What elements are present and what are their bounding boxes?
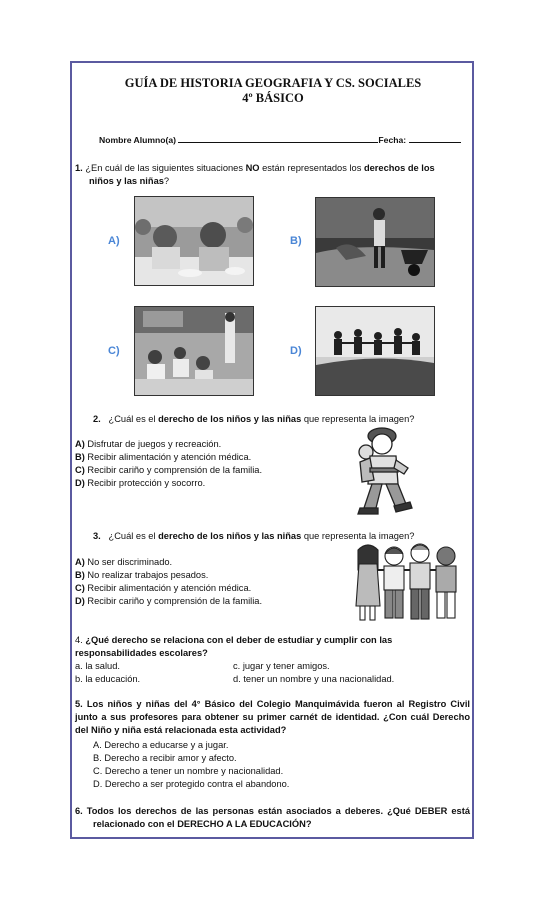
q2-answers — [75, 438, 262, 490]
q1-line1 — [75, 162, 435, 175]
page-title: GUÍA DE HISTORIA GEOGRAFIA Y CS. SOCIALES — [124, 76, 422, 90]
grade-subtitle: 4º BÁSICO — [242, 91, 304, 105]
q4-option-c[interactable]: c. jugar y tener amigos. — [233, 661, 330, 671]
q4-option-a[interactable]: a. la salud. — [75, 661, 120, 671]
q2-number: 2. — [93, 414, 101, 424]
q1-line2-end: ? — [163, 176, 170, 186]
q3-number: 3. — [93, 531, 101, 541]
photo-children-eating[interactable] — [134, 196, 254, 286]
q2-answer-c[interactable]: C) Recibir cariño y comprensión de la familia. — [75, 465, 263, 475]
q1-text-b: están representados los — [259, 163, 364, 173]
q3-text-bold: derecho de los niños y las niñas — [158, 531, 302, 541]
option-d-label[interactable]: D) — [290, 345, 302, 357]
student-name-row — [99, 133, 461, 147]
q1-text-a: ¿En cuál de las siguientes situaciones — [85, 163, 246, 173]
q3-answer-b[interactable]: B) No realizar trabajos pesados. — [75, 570, 209, 580]
q1-rights: derechos de los — [363, 163, 435, 173]
q3-text-b: que representa la imagen? — [301, 531, 415, 541]
q5-option-b[interactable]: B. Derecho a recibir amor y afecto. — [93, 753, 237, 763]
photo-child-labor-cart[interactable] — [315, 197, 435, 287]
q4-number: 4. — [75, 635, 86, 645]
q4-line2: responsabilidades escolares? — [75, 648, 208, 658]
option-c-label[interactable]: C) — [108, 345, 120, 357]
q2-answer-a[interactable]: A) Disfrutar de juegos y recreación. — [75, 439, 222, 449]
q1-number: 1. — [75, 163, 83, 173]
q2-answer-b[interactable]: B) Recibir alimentación y atención médica. — [75, 452, 252, 462]
q5-option-a[interactable]: A. Derecho a educarse y a jugar. — [93, 740, 229, 750]
q3-answer-a[interactable]: A) No ser discriminado. — [75, 557, 173, 567]
q6-line2: relacionado con el DERECHO A LA EDUCACIÓN? — [93, 819, 312, 829]
q1-line2-bold: niños y las niñas — [89, 176, 164, 186]
q5-option-c[interactable]: C. Derecho a tener un nombre y nacionalidad. — [93, 766, 284, 776]
option-b-label[interactable]: B) — [290, 235, 302, 247]
q3-answer-c[interactable]: C) Recibir alimentación y atención médica. — [75, 583, 252, 593]
q2-answer-d[interactable]: D) Recibir protección y socorro. — [75, 478, 206, 488]
q1-no: NO — [245, 163, 260, 173]
q3-answer-d[interactable]: D) Recibir cariño y comprensión de la familia. — [75, 596, 263, 606]
q4-line1-text: ¿Qué derecho se relaciona con el deber de estudiar y cumplir con las — [85, 635, 393, 645]
q2-text-a: ¿Cuál es el — [108, 414, 159, 424]
q1-line2 — [89, 175, 169, 188]
q5-options — [93, 739, 289, 791]
diverse-children-illustration — [350, 540, 464, 626]
photo-classroom[interactable] — [134, 306, 254, 396]
name-label: Nombre Alumno(a) — [99, 135, 177, 145]
date-label: Fecha: — [378, 135, 407, 145]
q5-option-d[interactable]: D. Derecho a ser protegido contra el abandono. — [93, 779, 290, 789]
q3-text-a: ¿Cuál es el — [108, 531, 159, 541]
q4-option-b[interactable]: b. la educación. — [75, 674, 141, 684]
photo-children-playing[interactable] — [315, 306, 435, 396]
q2-text-bold: derecho de los niños y las niñas — [158, 414, 302, 424]
q3-answers — [75, 556, 262, 608]
firefighter-illustration — [352, 422, 418, 522]
option-a-label[interactable]: A) — [108, 235, 120, 247]
q4-line1 — [75, 634, 392, 647]
name-field[interactable] — [178, 133, 378, 143]
date-field[interactable] — [409, 133, 461, 143]
q4-option-d[interactable]: d. tener un nombre y una nacionalidad. — [233, 674, 395, 684]
q2-text-b: que representa la imagen? — [301, 414, 415, 424]
q6-line1: 6. Todos los derechos de las personas están asociados a deberes. ¿Qué DEBER está — [75, 806, 470, 816]
q5-prompt: 5. Los niños y niñas del 4° Básico del Colegio Manquimávida fueron al Registro Civil junto a sus profesores para obtener su primer carnét de identidad. ¿Con cuál Derecho del Niño y niña está relacionada esta actividad? — [75, 699, 470, 735]
